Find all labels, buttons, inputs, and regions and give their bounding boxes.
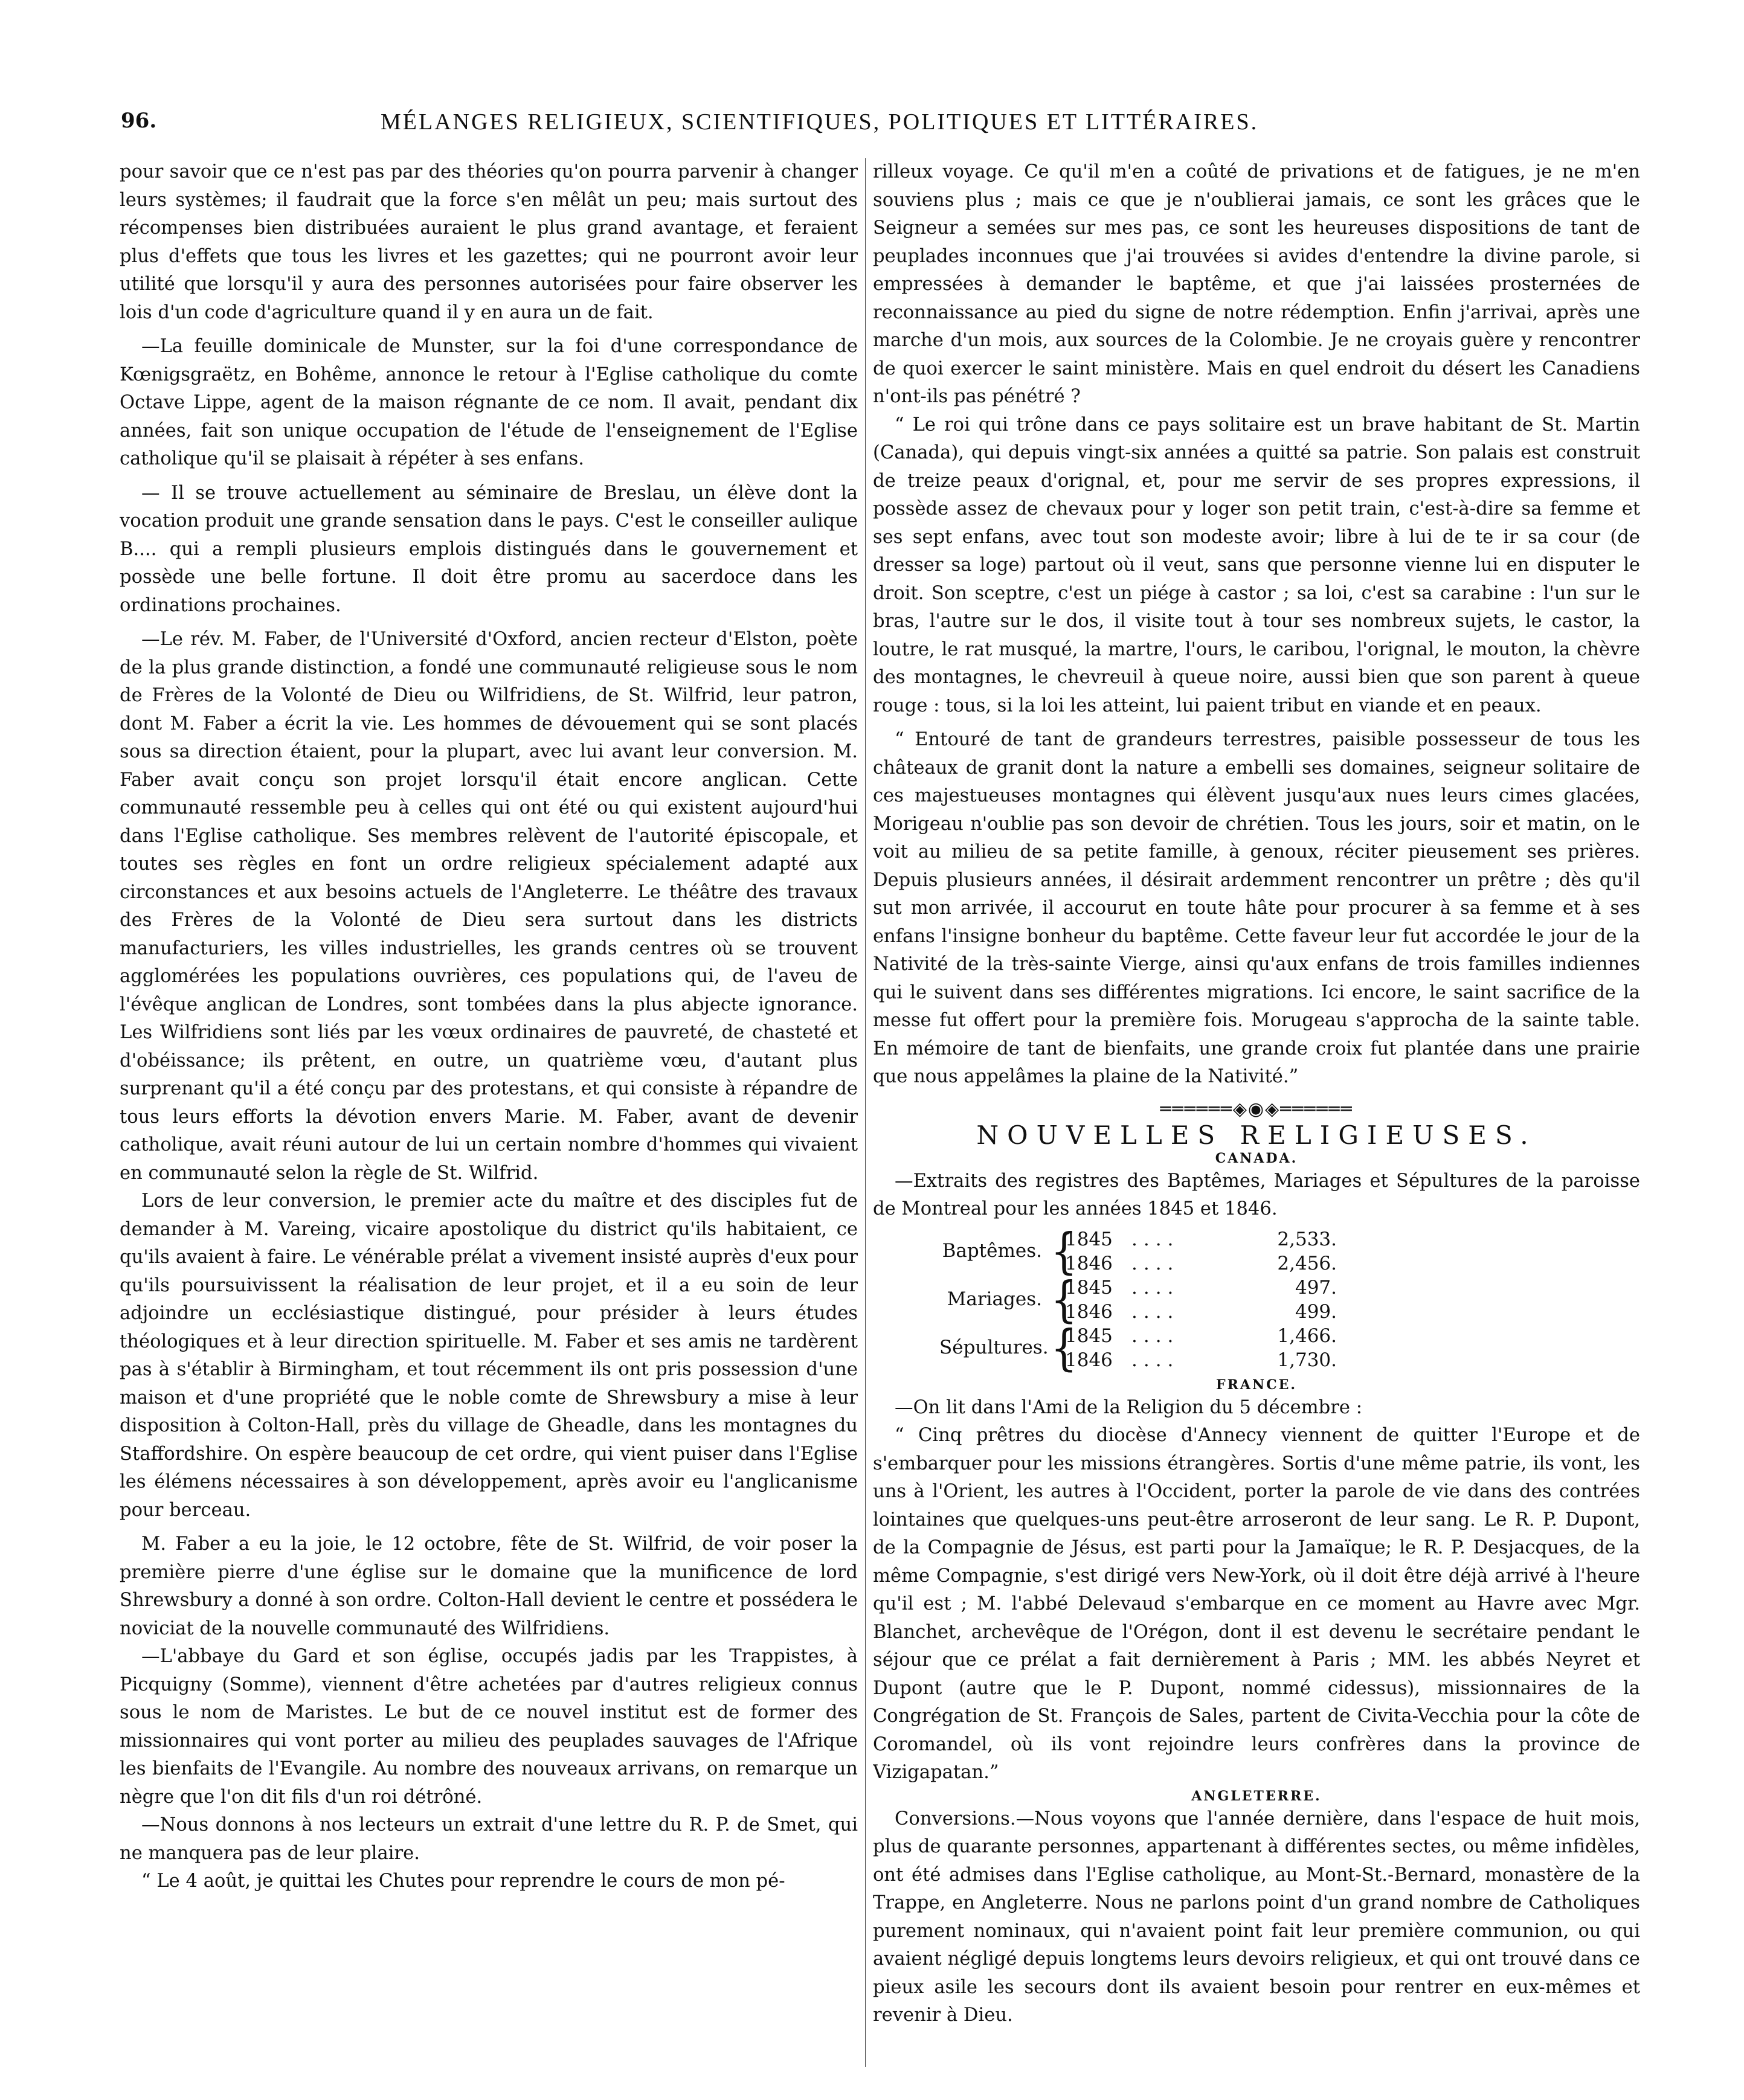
stat-year: 1846 <box>1065 1300 1113 1323</box>
stat-label: Sépultures. <box>939 1337 1049 1359</box>
stat-value: 1,730. <box>1277 1349 1337 1371</box>
page-header <box>121 109 1631 145</box>
stat-dots: .... <box>1131 1325 1180 1347</box>
article-paragraph: —Le rév. M. Faber, de l'Université d'Oxford, ancien recteur d'Elston, poète de la plus grande distinction, a fondé une communauté religieuse sous le nom de Frères de la Volonté de Dieu ou Wilfridiens, de St. Wilfrid, leur patron, dont M. Faber a écrit la vie. Les hommes de dévouement qui se sont placés sous sa direction étaient, pour la plupart, avec lui avant leur conversion. M. Faber avait conçu son projet lorsqu'il était encore anglican. Cette communauté ressemble peu à celles qui ont été ou qui existent aujourd'hui dans l'Eglise catholique. Ses membres relèvent de l'autorité épiscopale, et toutes ses règles en font un ordre religieux spécialement adapté aux circonstances et aux besoins actuels de l'Angleterre. Le théâtre des travaux des Frères de la Volonté de Dieu sera surtout dans les districts manufacturiers, les villes industrielles, les grands centres où se trouvent agglomérées les populations ouvrières, ces populations qui, de l'aveu de l'évêque anglican de Londres, sont tombées dans la plus abjecte ignorance. Les Wilfridiens sont liés par les vœux ordinaires de pauvreté, de chasteté et d'obéissance; ils prêtent, en outre, un quatrième vœu, d'autant plus surprenant qu'il a été conçu par des protestans, et qui consiste à répandre de tous leurs efforts la dévotion envers Marie. M. Faber, avant de devenir catholique, avait réuni autour de lui un certain nombre d'hommes qui vivaient en communauté selon la règle de St. Wilfrid. <box>120 629 858 1184</box>
article-paragraph: —L'abbaye du Gard et son église, occupés jadis par les Trappistes, à Picquigny (Somme), viennent d'être achetées par d'autres religieux connus sous le nom de Maristes. Le but de ce nouvel institut est de former des missionnaires qui vont porter au milieu des peuplades sauvages de l'Afrique les bienfaits de l'Evangile. Au nombre des nouveaux arrivans, on remarque un nègre que l'on dit fils d'un roi détrôné. <box>120 1646 858 1808</box>
left-column <box>120 158 858 2079</box>
article-paragraph: —La feuille dominicale de Munster, sur la foi d'une correspondance de Kœnigsgraëtz, en Bohême, annonce le retour à l'Eglise catholique du comte Octave Lippe, agent de la maison régnante de ce nom. Il avait, pendant dix années, fait son unique occupation de l'étude de l'enseignement de l'Eglise catholique qu'il se plaisait à répéter à ses enfans. <box>120 336 858 469</box>
stat-value: 499. <box>1295 1300 1337 1323</box>
column-divider <box>865 158 866 2067</box>
article-paragraph: — Il se trouve actuellement au séminaire de Breslau, un élève dont la vocation produit une grande sensation dans le pays. C'est le conseiller aulique B.... qui a rempli plusieurs emplois distingués dans le gouvernement et possède une belle fortune. Il doit être promu au sacerdoce dans les ordinations prochaines. <box>120 482 858 616</box>
running-title: MÉLANGES RELIGIEUX, SCIENTIFIQUES, POLITIQUES ET LITTÉRAIRES. <box>381 109 1259 135</box>
brace-icon: { <box>1051 1222 1078 1280</box>
stat-row <box>1065 1276 1337 1300</box>
article-paragraph: “ Entouré de tant de grandeurs terrestres, paisible possesseur de tous les châteaux de granit dont la nature a embelli ses domaines, seigneur solitaire de ces majestueuses montagnes qui élèvent jusqu'aux nues leurs cimes glacées, Morigeau n'oublie pas son devoir de chrétien. Tous les jours, soir et matin, on le voit au milieu de sa petite famille, à genoux, réciter pieusement ses prières. Depuis plusieurs années, il désirait ardemment rencontrer un prêtre ; dès qu'il sut mon arrivée, il accourut en toute hâte pour procurer à sa femme et à ses enfans l'insigne bonheur du baptême. Cette faveur leur fut accordée le jour de la Nativité de la très-sainte Vierge, ainsi qu'aux enfans de trois familles indiennes qui le suivent dans ses différentes migrations. Ici encore, le saint sacrifice de la messe fut offert pour la première fois. Morugeau s'approcha de la sainte table. En mémoire de tant de bienfaits, une grande croix fut plantée dans une prairie que nous appelâmes la plaine de la Nativité.” <box>873 729 1640 1087</box>
brace-icon: { <box>1051 1271 1078 1328</box>
section-title: NOUVELLES RELIGIEUSES. <box>976 1120 1537 1150</box>
stat-row <box>1065 1348 1337 1372</box>
article-paragraph: M. Faber a eu la joie, le 12 octobre, fête de St. Wilfrid, de voir poser la première pierre d'une église sur le domaine que la munificence de lord Shrewsbury a donné à son ordre. Colton-Hall devient le centre et possédera le noviciat de la nouvelle communauté des Wilfridiens. <box>120 1533 858 1639</box>
article-paragraph: Lors de leur conversion, le premier acte du maître et des disciples fut de demander à M. Vareing, vicaire apostolique du district qu'ils habitaient, ce qu'ils avaient à faire. Le vénérable prélat a vivement insisté auprès d'eux pour qu'ils poursuivissent la réalisation de leur projet, et il a eu soin de leur adjoindre un ecclésiastique distingué, pour présider à leurs études théologiques et à leur direction spirituelle. M. Faber et ses amis ne tardèrent pas à s'établir à Birmingham, et tout récemment ils ont pris possession d'une maison et d'une propriété que le noble comte de Shrewsbury a mise à leur disposition à Colton-Hall, près du village de Gheadle, dans les montagnes du Staffordshire. On espère beaucoup de cet ordre, qui vient puiser dans l'Eglise les élémens nécessaires à son développement, après avoir eu l'anglicanisme pour berceau. <box>120 1190 858 1521</box>
stat-label: Baptêmes. <box>942 1240 1042 1262</box>
article-paragraph: “ Le roi qui trône dans ce pays solitaire est un brave habitant de St. Martin (Canada), qui depuis vingt-six années a quitté sa patrie. Son palais est construit de treize peaux d'orignal, et, pour me servir de ses propres expressions, il possède assez de chevaux pour y loger son petit train, c'est-à-dire sa femme et ses sept enfans, avec tout son modeste avoir; libre à lui de te ir sa cour (de dresser sa loge) partout où il veut, sans que personne vienne lui en disputer le droit. Son sceptre, c'est un piége à castor ; sa loi, c'est sa carabine : l'un sur le bras, l'autre sur le dos, il visite tout à tour ses nombreux sujets, le castor, la loutre, le rat musqué, la martre, l'ours, le caribou, l'orignal, le mouton, la chèvre des montagnes, le chevreuil à queue noire, aussi bien que son parent à queue rouge : tous, si la loi les atteint, lui paient tribut en viande et en peaux. <box>873 414 1640 716</box>
stat-year: 1846 <box>1065 1349 1113 1371</box>
stat-row <box>1065 1251 1337 1276</box>
stat-value: 2,456. <box>1277 1252 1337 1274</box>
article-paragraph: pour savoir que ce n'est pas par des théories qu'on pourra parvenir à changer leurs systèmes; il faudrait que la force s'en mêlât un peu; mais surtout des récompenses bien distribuées auraient le plus grand avantage, et feraient plus d'effets que tous les livres et les gazettes; qui ne pourront avoir leur utilité que lorsqu'il y aura des personnes autorisées pour faire observer les lois d'un code d'agriculture quand il y en aura un de fait. <box>120 161 858 323</box>
stat-year: 1846 <box>1065 1252 1113 1274</box>
article-paragraph: rilleux voyage. Ce qu'il m'en a coûté de privations et de fatigues, je ne m'en souviens plus ; mais ce que je n'oublierai jamais, ce sont les grâces que le Seigneur a semées sur mes pas, ce sont les heureuses dispositions de tant de peuplades inconnues que j'ai trouvées si avides d'entendre la divine parole, si empressées à demander le baptême, et que j'ai laissées prosternées de reconnaissance au pied du signe de notre rédemption. Enfin j'arrivai, après une marche d'un mois, aux sources de la Colombie. Je ne croyais guère y rencontrer de quoi exercer le saint ministère. Mais en quel endroit du désert les Canadiens n'ont-ils pas pénétré ? <box>873 161 1640 407</box>
england-text: Conversions.—Nous voyons que l'année dernière, dans l'espace de huit mois, plus de quarante personnes, appartenant à différentes sectes, ou même infidèles, ont été admises dans l'Eglise catholique, au Mont-St.-Bernard, monastère de la Trappe, en Angleterre. Nous ne parlons point d'un grand nombre de Catholiques purement nominaux, qui n'avaient point fait leur première communion, ou qui avaient négligé depuis longtems leurs devoirs religieux, et qui ont trouvé dans ce pieux asile les secours dont ils avaient besoin pour rentrer en eux-mêmes et revenir à Dieu. <box>873 1808 1640 2026</box>
stat-year: 1845 <box>1065 1276 1113 1299</box>
stat-dots: .... <box>1131 1276 1180 1299</box>
stat-dots: .... <box>1131 1252 1180 1274</box>
section-ornament: ══════◈◉◈══════ <box>1160 1098 1353 1120</box>
stat-value: 1,466. <box>1277 1325 1337 1347</box>
stat-dots: .... <box>1131 1228 1180 1250</box>
france-text: “ Cinq prêtres du diocèse d'Annecy viennent de quitter l'Europe et de s'embarquer pour les missions étrangères. Sortis d'une même patrie, ils vont, les uns à l'Orient, les autres à l'Occident, porter la parole de vie dans des contrées lointaines que quelques-uns peut-être arroseront de leur sang. Le R. P. Dupont, de la Compagnie de Jésus, est parti pour la Jamaïque; le R. P. Desjacques, de la même Compagnie, s'est dirigé vers New-York, où il doit être déjà arrivé à l'heure qu'il est ; M. l'abbé Delevaud s'embarque en ce moment au Havre avec Mgr. Blanchet, archevêque de l'Orégon, dont il est devenu le secrétaire pendant le séjour que ce prélat a fait dernièrement à Paris ; MM. les abbés Neyret et Dupont (autre que le P. Dupont, nommé cidessus), missionnaires de la Congrégation de St. François de Sales, partent de Civita-Vecchia pour la côte de Coromandel, où ils vont rejoindre leurs confrères dans la province de Vizigapatan.” <box>873 1425 1640 1783</box>
right-column <box>873 158 1640 2079</box>
article-paragraph: —Nous donnons à nos lecteurs un extrait d'une lettre du R. P. de Smet, qui ne manquera pas de leur plaire. <box>120 1814 858 1864</box>
stat-row <box>1065 1300 1337 1324</box>
subhead-france: FRANCE. <box>1215 1376 1298 1393</box>
stat-year: 1845 <box>1065 1228 1113 1250</box>
stat-dots: .... <box>1131 1300 1180 1323</box>
stat-row <box>1065 1324 1337 1348</box>
stat-value: 2,533. <box>1277 1228 1337 1250</box>
page-number: 96. <box>121 109 157 133</box>
registry-stats <box>939 1222 1398 1376</box>
article-paragraph: “ Le 4 août, je quittai les Chutes pour reprendre le cours de mon pé- <box>141 1870 785 1892</box>
france-intro: —On lit dans l'Ami de la Religion du 5 décembre : <box>895 1396 1363 1418</box>
stat-group-baptemes <box>939 1222 1398 1280</box>
stat-row <box>1065 1227 1337 1251</box>
subhead-angleterre: ANGLETERRE. <box>1191 1788 1322 1804</box>
stat-year: 1845 <box>1065 1325 1113 1347</box>
brace-icon: { <box>1051 1319 1078 1376</box>
stat-group-mariages <box>939 1271 1398 1328</box>
stat-value: 497. <box>1295 1276 1337 1299</box>
subhead-canada: CANADA. <box>1215 1150 1298 1166</box>
stat-label: Mariages. <box>947 1288 1042 1311</box>
stat-dots: .... <box>1131 1349 1180 1371</box>
canada-intro: —Extraits des registres des Baptêmes, Mariages et Sépultures de la paroisse de Montreal pour les années 1845 et 1846. <box>873 1170 1640 1219</box>
stat-group-sepultures <box>939 1319 1398 1376</box>
